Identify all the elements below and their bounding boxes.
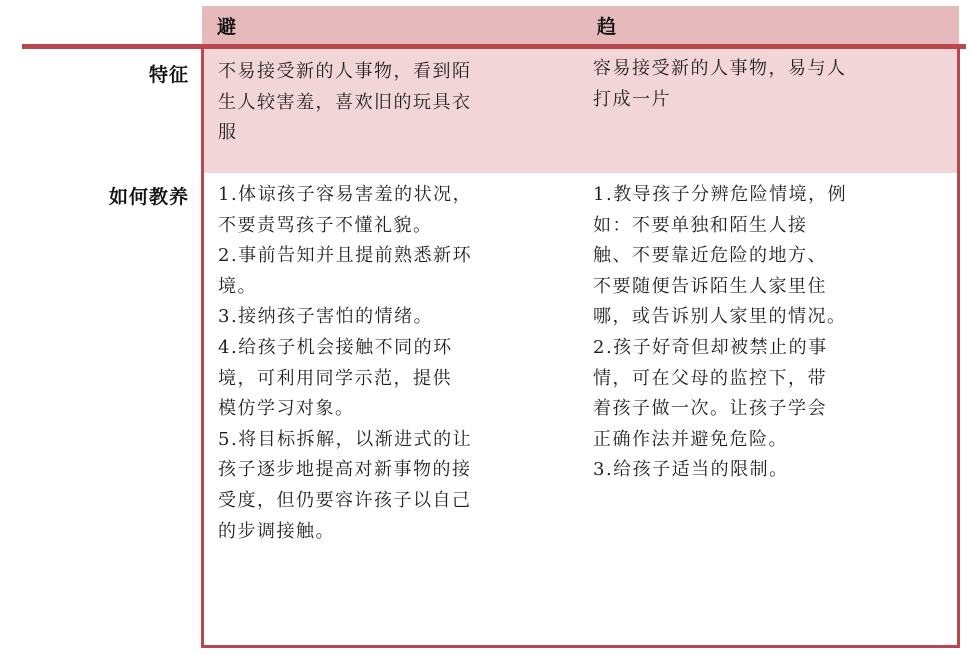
row-label-features: 特征 [148,64,189,86]
row-label-parenting: 如何教养 [108,186,189,208]
table-border-bottom [201,645,960,648]
cell-parenting-approach: 1.教导孩子分辨危险情境，例 如：不要单独和陌生人接 触、不要靠近危险的地方、 不要随便告诉陌生人家里住 哪，或告诉别人家里的情况。 2.孩子好奇但却被禁止的事 情，可在父母的监控下，带 着孩子做一次。让孩子学会 正确作法并避免危险。 3.给孩子适当的限制。 [593,184,848,481]
cell-features-avoid: 不易接受新的人事物，看到陌 生人较害羞，喜欢旧的玩具衣 服 [218,61,472,144]
column-header-avoid: 避 [217,16,238,38]
cell-parenting-avoid: 1.体谅孩子容易害羞的状况， 不要责骂孩子不懂礼貌。 2.事前告知并且提前熟悉新环 境。 3.接纳孩子害怕的情绪。 4.给孩子机会接触不同的环 境，可利用同学示范，提供 模仿学习对象。 5.将目标拆解，以渐进式的让 孩子逐步地提高对新事物的接 受度，但仍要容许孩子以自己 的步调接触。 [218,184,473,542]
table-header [202,6,959,46]
table-border-left [201,49,204,648]
cell-features-approach: 容易接受新的人事物，易与人 打成一片 [593,58,847,110]
table-border-right [957,49,960,648]
column-header-approach: 趋 [597,16,618,38]
header-rule [22,44,966,49]
